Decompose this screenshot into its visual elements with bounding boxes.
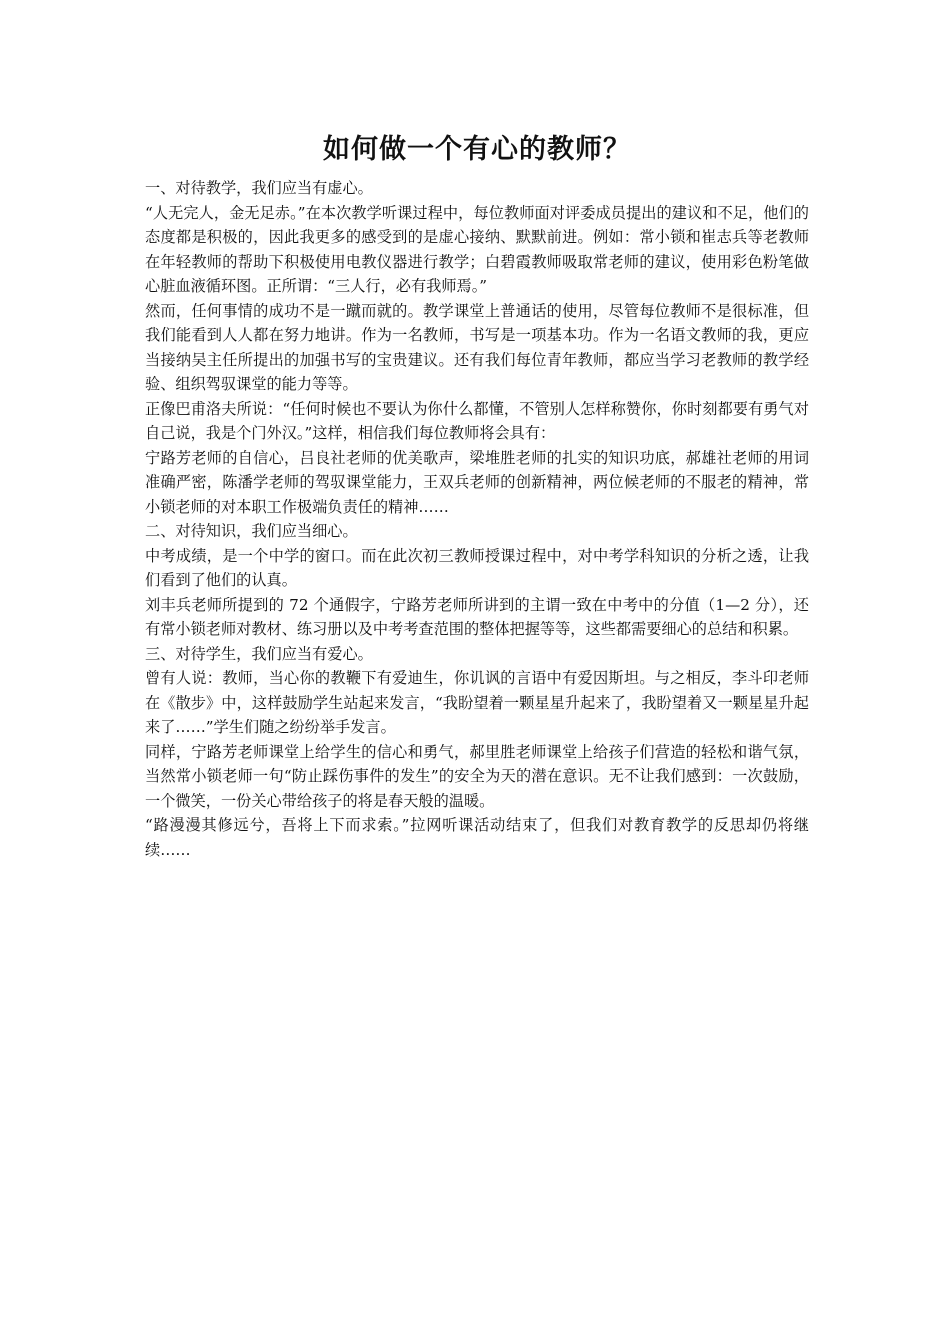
paragraph: 刘丰兵老师所提到的 72 个通假字，宁路芳老师所讲到的主谓一致在中考中的分值（1—2 分），还有常小锁老师对教材、练习册以及中考考查范围的整体把握等等，这些都需要细心的总结和积累。 bbox=[145, 595, 809, 638]
paragraph: “人无完人，金无足赤。”在本次教学听课过程中，每位教师面对评委成员提出的建议和不足，他们的态度都是积极的，因此我更多的感受到的是虚心接纳、默默前进。例如：常小锁和崔志兵等老教师在年轻教师的帮助下积极使用电教仪器进行教学；白碧霞教师吸取常老师的建议，使用彩色粉笔做心脏血液循环图。正所谓：“三人行，必有我师焉。” bbox=[145, 203, 809, 295]
paragraph: 中考成绩，是一个中学的窗口。而在此次初三教师授课过程中，对中考学科知识的分析之透，让我们看到了他们的认真。 bbox=[145, 546, 809, 589]
document-page bbox=[145, 128, 809, 862]
section-heading-teaching: 一、对待教学，我们应当有虚心。 bbox=[145, 179, 373, 197]
paragraph: 宁路芳老师的自信心，吕良社老师的优美歌声，梁堆胜老师的扎实的知识功底，郝雄社老师的用词准确严密，陈潘学老师的驾驭课堂能力，王双兵老师的创新精神，两位候老师的不服老的精神，常小锁老师的对本职工作极端负责任的精神…… bbox=[145, 448, 809, 516]
paragraph: 然而，任何事情的成功不是一蹴而就的。教学课堂上普通话的使用，尽管每位教师不是很标准，但我们能看到人人都在努力地讲。作为一名教师，书写是一项基本功。作为一名语文教师的我，更应当接纳吴主任所提出的加强书写的宝贵建议。还有我们每位青年教师，都应当学习老教师的教学经验、组织驾驭课堂的能力等等。 bbox=[145, 301, 809, 393]
paragraph: 正像巴甫洛夫所说：“任何时候也不要认为你什么都懂，不管别人怎样称赞你，你时刻都要有勇气对自己说，我是个门外汉。”这样，相信我们每位教师将会具有： bbox=[145, 399, 809, 442]
section-heading-knowledge: 二、对待知识，我们应当细心。 bbox=[145, 522, 358, 540]
paragraph: 同样，宁路芳老师课堂上给学生的信心和勇气，郝里胜老师课堂上给孩子们营造的轻松和谐气氛，当然常小锁老师一句“防止踩伤事件的发生”的安全为天的潜在意识。无不让我们感到：一次鼓励，一个微笑，一份关心带给孩子的将是春天般的温暖。 bbox=[145, 742, 809, 810]
paragraph: “路漫漫其修远兮，吾将上下而求索。”拉网听课活动结束了，但我们对教育教学的反思却仍将继续…… bbox=[145, 816, 809, 859]
document-title: 如何做一个有心的教师？ bbox=[323, 134, 631, 165]
section-heading-students: 三、对待学生，我们应当有爱心。 bbox=[145, 644, 373, 663]
paragraph: 曾有人说：教师，当心你的教鞭下有爱迪生，你讥讽的言语中有爱因斯坦。与之相反，李斗印老师在《散步》中，这样鼓励学生站起来发言，“我盼望着一颗星星升起来了，我盼望着又一颗星星升起来了……”学生们随之纷纷举手发言。 bbox=[145, 669, 809, 736]
